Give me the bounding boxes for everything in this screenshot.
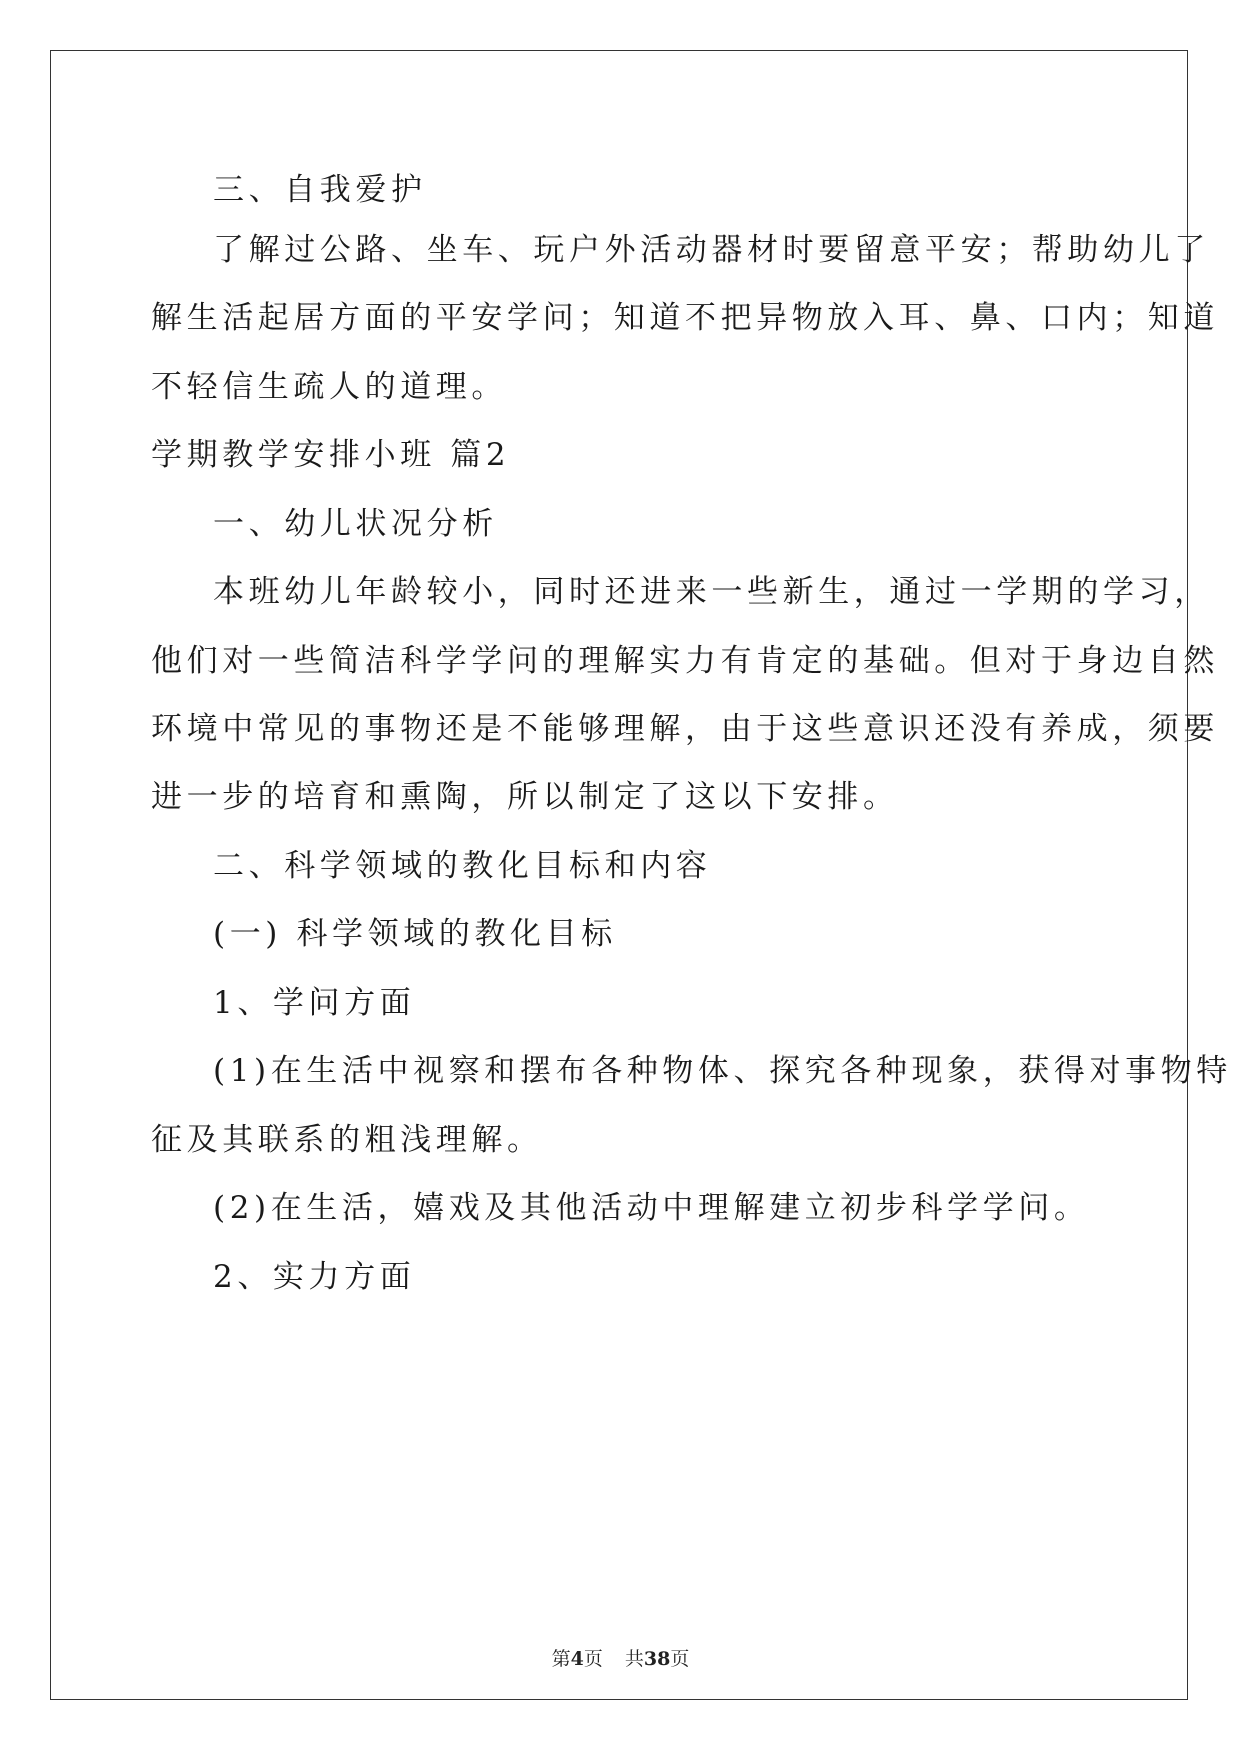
page-footer: [0, 1647, 1241, 1671]
footer-prefix: 第: [551, 1648, 571, 1670]
paragraph-line: 他们对一些简洁科学学问的理解实力有肯定的基础。但对于身边自然: [151, 643, 1219, 679]
paragraph-line: 不轻信生疏人的道理。: [151, 369, 507, 405]
total-pages-number: 38: [643, 1648, 671, 1670]
footer-total-suffix: 页: [670, 1648, 690, 1670]
footer-page-suffix: 页: [583, 1648, 603, 1670]
paragraph-line: 征及其联系的粗浅理解。: [151, 1122, 543, 1158]
paragraph-line: 进一步的培育和熏陶，所以制定了这以下安排。: [151, 779, 899, 815]
paragraph-line: (2)在生活，嬉戏及其他活动中理解建立初步科学学问。: [213, 1190, 1090, 1226]
current-page-number: 4: [570, 1648, 584, 1670]
paragraph-line: 环境中常见的事物还是不能够理解，由于这些意识还没有养成，须要: [151, 711, 1219, 747]
subsection-heading: 2、实力方面: [213, 1259, 416, 1295]
section-heading: 二、科学领域的教化目标和内容: [213, 848, 712, 884]
subsection-heading: 1、学问方面: [213, 985, 416, 1021]
paragraph-line: 本班幼儿年龄较小，同时还进来一些新生，通过一学期的学习，: [213, 574, 1210, 610]
section-heading: 三、自我爱护: [213, 172, 427, 208]
paragraph-line: 了解过公路、坐车、玩户外活动器材时要留意平安；帮助幼儿了: [213, 232, 1210, 268]
subsection-heading: (一) 科学领域的教化目标: [213, 916, 617, 952]
paragraph-line: 解生活起居方面的平安学问；知道不把异物放入耳、鼻、口内；知道: [151, 300, 1219, 336]
footer-total-prefix: 共: [624, 1648, 644, 1670]
section-heading: 一、幼儿状况分析: [213, 506, 498, 542]
article-title: 学期教学安排小班 篇2: [151, 437, 511, 473]
paragraph-line: (1)在生活中视察和摆布各种物体、探究各种现象，获得对事物特: [213, 1053, 1232, 1089]
